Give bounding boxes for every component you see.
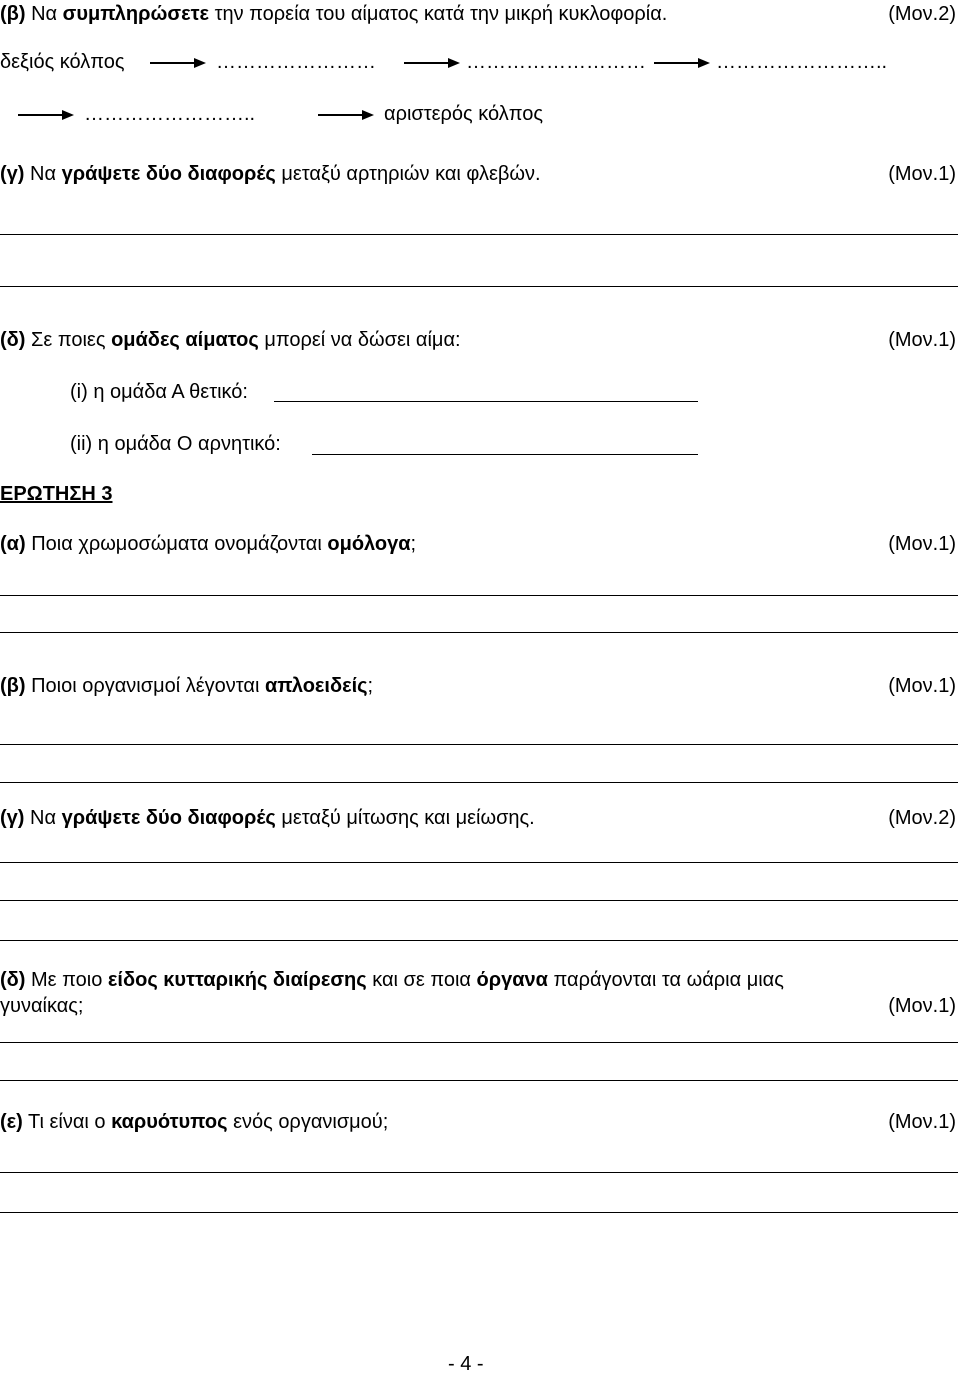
question-label: (β) [0,3,26,25]
answer-line[interactable] [0,1172,958,1173]
answer-line[interactable] [0,595,958,596]
answer-line[interactable] [0,1080,958,1081]
marks-label: (Μον.1) [888,675,956,697]
marks-label: (Μον.1) [888,329,956,351]
question-emphasis: γράψετε δύο διαφορές [61,163,276,185]
question-emphasis: είδος κυτταρικής διαίρεσης [107,969,367,991]
answer-line[interactable] [0,900,958,901]
arrow-right-icon [654,56,710,70]
flow-blank: …………………….. [716,51,888,73]
sub-item-ii: (ii) η ομάδα Ο αρνητικό: [70,433,281,455]
question-text: ; [367,675,374,697]
flow-start: δεξιός κόλπος [0,51,125,73]
question-2c-text [0,162,541,186]
marks-label: (Μον.1) [888,533,956,555]
question-text: μεταξύ αρτηριών και φλεβών. [281,163,541,185]
answer-line[interactable] [0,744,958,745]
answer-line[interactable] [312,454,698,455]
question-text: Να [30,807,57,829]
question-text: Με ποιο [31,969,103,991]
question-text: παράγονται τα ωάρια μιας [553,969,784,991]
question-text: Να [30,163,57,185]
question-label: (δ) [0,329,26,351]
question-text: Να [31,3,58,25]
arrow-right-icon [18,108,74,122]
answer-line[interactable] [0,286,958,287]
arrow-right-icon [404,56,460,70]
marks-label: (Μον.2) [888,3,956,25]
page-number: - 4 - [448,1353,484,1375]
question-text: Ποιοι οργανισμοί λέγονται [31,675,260,697]
question-text: Σε ποιες [31,329,106,351]
question-3b-text [0,674,373,698]
answer-line[interactable] [274,401,698,402]
sub-item-i: (i) η ομάδα Α θετικό: [70,381,248,403]
question-3c-text [0,806,535,830]
answer-line[interactable] [0,1212,958,1213]
question-emphasis: συμπληρώσετε [62,3,209,25]
question-emphasis: όργανα [476,969,548,991]
question-label: (γ) [0,163,25,185]
section-heading: ΕΡΩΤΗΣΗ 3 [0,483,113,505]
answer-line[interactable] [0,632,958,633]
marks-label: (Μον.1) [888,995,956,1017]
marks-label: (Μον.2) [888,807,956,829]
question-label: (ε) [0,1111,23,1133]
question-3d-text [0,968,784,992]
flow-blank: …………………… [216,51,376,73]
question-label: (β) [0,675,26,697]
question-3e-text [0,1110,388,1134]
question-label: (γ) [0,807,25,829]
question-text: και σε ποια [372,969,471,991]
question-label: (α) [0,533,26,555]
question-text: Τι είναι ο [28,1111,106,1133]
question-label: (δ) [0,969,26,991]
answer-line[interactable] [0,1042,958,1043]
question-emphasis: απλοειδείς [264,675,368,697]
flow-blank: …………………….. [84,103,256,125]
answer-line[interactable] [0,782,958,783]
question-3a-text [0,532,416,556]
question-text: ; [410,533,417,555]
question-2b-text [0,2,667,26]
question-text: μπορεί να δώσει αίμα: [264,329,461,351]
question-text: μεταξύ μίτωσης και μείωσης. [281,807,535,829]
question-text: την πορεία του αίματος κατά την μικρή κυκλοφορία. [214,3,668,25]
question-emphasis: καρυότυπος [111,1111,228,1133]
question-emphasis: ομάδες αίματος [111,329,259,351]
question-text: ενός οργανισμού; [233,1111,389,1133]
question-emphasis: γράψετε δύο διαφορές [61,807,276,829]
answer-line[interactable] [0,940,958,941]
question-emphasis: ομόλογα [327,533,411,555]
question-text: Ποια χρωμοσώματα ονομάζονται [31,533,322,555]
answer-line[interactable] [0,234,958,235]
flow-end: αριστερός κόλπος [384,103,544,125]
arrow-right-icon [150,56,206,70]
answer-line[interactable] [0,862,958,863]
question-3d-text-cont: γυναίκας; [0,995,84,1017]
arrow-right-icon [318,108,374,122]
flow-blank: ……………………… [466,51,646,73]
marks-label: (Μον.1) [888,1111,956,1133]
question-2d-text [0,328,461,352]
marks-label: (Μον.1) [888,163,956,185]
